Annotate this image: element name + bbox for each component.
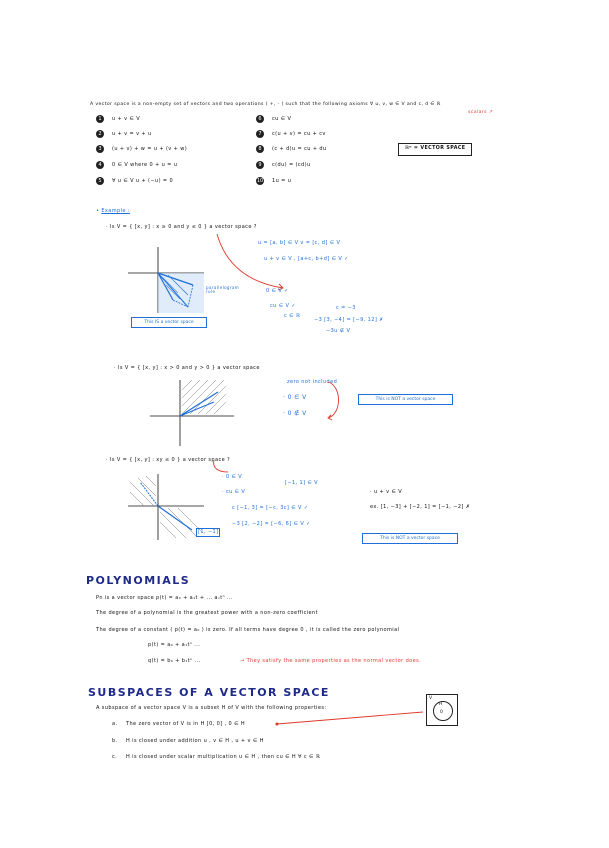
rn-vector-space-box: ℝⁿ = VECTOR SPACE: [398, 143, 472, 156]
subspace-prop-addition: H is closed under addition u , v ∈ H , u + v ∈ H: [126, 738, 264, 744]
ex1-check-cu: cu ∈ V ✓: [270, 303, 296, 309]
ex3-check-member: [−1, 1] ∈ V: [285, 480, 318, 486]
ex2-check-2: · 0 ∉ V: [283, 410, 307, 417]
axiom-text: u + v ∈ V: [112, 116, 141, 122]
subspace-diagram: [426, 694, 458, 726]
axiom-text: (c + d)u = cu + du: [272, 146, 327, 152]
ex1-check-c-real: c ∈ ℝ: [284, 313, 301, 319]
ex1-question: · Is V = { [x, y] : x ≥ 0 and y ≤ 0 } a vector space ?: [106, 224, 257, 230]
ex1-check-fail: −3u ∉ V: [326, 328, 351, 334]
subspaces-heading: SUBSPACES OF A VECTOR SPACE: [88, 686, 330, 699]
ex2-bracket: [326, 378, 346, 422]
polynomials-line-3: The degree of a constant ( p(t) = a₀ ) is zero. If all terms have degree 0 , it is called the zero polynomial: [96, 627, 400, 633]
ex1-check-zero: 0 ∈ V ✓: [266, 288, 289, 294]
subspace-pointer-line: [275, 708, 425, 728]
ex3-result-box: This is NOT a vector space: [362, 533, 458, 544]
ex3-right-check-example: ex. [1, −3] + [−2, 1] = [−1, −2] ✗: [370, 504, 471, 510]
axiom-text: 1u = u: [272, 178, 292, 184]
axiom-number: 7: [256, 130, 264, 138]
subspace-prop-label: b.: [112, 738, 118, 744]
ex1-graph: [118, 245, 208, 315]
ex3-graph: [126, 472, 206, 542]
axiom-number: 1: [96, 115, 104, 123]
ex2-result-box: This is NOT a vector space: [358, 394, 453, 405]
axiom-number: 6: [256, 115, 264, 123]
ex1-check-sum: u + v ∈ V , [a+c, b+d] ∈ V ✓: [264, 256, 349, 262]
axiom-number: 3: [96, 145, 104, 153]
ex3-right-check-sum: · u + v ∈ V: [370, 489, 403, 495]
ex3-question: · Is V = { [x, y] : xy ≤ 0 } a vector space ?: [106, 457, 231, 463]
axiom-text: c(du) = (cd)u: [272, 162, 311, 168]
diagram-inner-label: H: [439, 702, 443, 707]
axiom-text: (u + v) + w = u + (v + w): [112, 146, 188, 152]
ex3-check-example2: −3 [2, −2] = [−6, 6] ∈ V ✓: [232, 521, 311, 527]
axiom-number: 2: [96, 130, 104, 138]
subspace-prop-label: c.: [112, 754, 118, 760]
example-label: • Example :: [96, 208, 130, 214]
axiom-text: 0 ∈ V where 0 + u = u: [112, 162, 178, 168]
polynomials-line-2: The degree of a polynomial is the greatest power with a non-zero coefficient: [96, 610, 318, 616]
ex3-check-zero: · 0 ∈ V: [222, 474, 243, 480]
subspace-prop-scalar: H is closed under scalar multiplication u ∈ H , then cu ∈ H ∀ c ∈ ℝ: [126, 754, 321, 760]
scalars-note: scalars ↗: [468, 110, 494, 115]
polynomials-note: → They satisfy the same properties as the normal vector does.: [240, 658, 422, 664]
axiom-text: ∀ u ∈ V u + (−u) = 0: [112, 178, 174, 184]
axiom-number: 8: [256, 145, 264, 153]
subspaces-intro: A subspace of a vector space V is a subset H of V with the following properties:: [96, 705, 327, 711]
axiom-number: 4: [96, 161, 104, 169]
parallelogram-note: parallelogram rule: [206, 285, 240, 294]
diagram-outer-label: V: [429, 696, 433, 701]
ex2-question: · Is V = { [x, y] : x > 0 and y > 0 } a vector space: [114, 365, 260, 371]
ex2-note: zero not included: [287, 379, 338, 385]
polynomials-heading: POLYNOMIALS: [86, 574, 191, 587]
ex1-check-counter: −3 [3, −4] = [−9, 12] ✗: [314, 317, 384, 323]
ex2-graph: [148, 378, 238, 448]
polynomials-line-1: Pn is a vector space p(t) = a₀ + a₁t + ... aₙtⁿ ...: [96, 595, 233, 601]
axiom-number: 5: [96, 177, 104, 185]
diagram-zero-label: 0: [440, 710, 444, 715]
ex3-check-example1: c [−1, 3] = [−c, 3c] ∈ V ✓: [232, 505, 309, 511]
ex1-result-box: This IS a vector space: [131, 317, 207, 328]
axiom-text: c(u + v) = cu + cv: [272, 131, 326, 137]
polynomials-line-q: q(t) = b₀ + b₁tⁿ ...: [148, 658, 201, 664]
subspace-prop-label: a.: [112, 721, 118, 727]
axiom-number: 9: [256, 161, 264, 169]
ex3-vector-label: [1, −1]: [198, 529, 219, 535]
axiom-text: cu ∈ V: [272, 116, 292, 122]
ex1-check-uv: u = [a, b] ∈ V v = [c, d] ∈ V: [258, 240, 341, 246]
polynomials-line-p: p(t) = a₀ + a₁tⁿ ...: [148, 642, 201, 648]
subspace-prop-zero: The zero vector of V is in H [0, 0] , 0 ∈ H: [126, 721, 246, 727]
ex1-check-c-value: c = −3: [336, 305, 356, 311]
axiom-text: u + v = v + u: [112, 131, 152, 137]
axiom-number: 10: [256, 178, 264, 184]
ex2-check-1: · 0 ∈ V: [283, 394, 307, 401]
vector-space-definition: A vector space is a non-empty set of vectors and two operations ( +, · ) such that the following axioms ∀ u, v, w ∈ V and c, d ∈ ℝ: [90, 102, 441, 107]
ex3-arrow: [210, 458, 230, 474]
ex3-check-cu: · cu ∈ V: [222, 489, 246, 495]
